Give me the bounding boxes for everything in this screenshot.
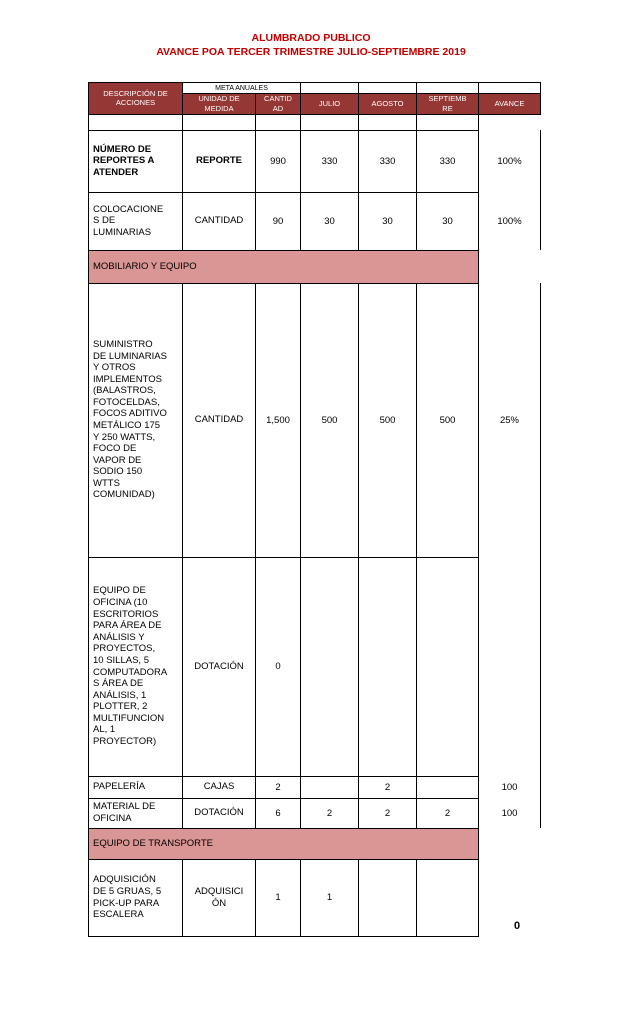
col-header-cantidad: CANTIDAD xyxy=(256,94,301,115)
julio-cell: 500 xyxy=(301,283,359,557)
septiembre-cell xyxy=(417,776,479,798)
unidad-cell: ADQUISICIÓN xyxy=(183,859,256,936)
avance-cell xyxy=(479,557,541,776)
unidad-cell: DOTACIÓN xyxy=(183,798,256,828)
cantidad-cell: 990 xyxy=(256,130,301,192)
avance-cell xyxy=(479,859,541,936)
septiembre-cell: 2 xyxy=(417,798,479,828)
julio-cell: 30 xyxy=(301,192,359,250)
cantidad-cell: 1,500 xyxy=(256,283,301,557)
title-line-1: ALUMBRADO PUBLICO xyxy=(251,32,371,44)
table-row xyxy=(89,859,541,936)
agosto-cell xyxy=(359,859,417,936)
agosto-cell: 330 xyxy=(359,130,417,192)
julio-cell: 330 xyxy=(301,130,359,192)
unidad-cell: REPORTE xyxy=(183,130,256,192)
septiembre-cell xyxy=(417,859,479,936)
section-label: MOBILIARIO Y EQUIPO xyxy=(89,250,479,283)
avance-cell: 100% xyxy=(479,192,541,250)
header-filler-cell xyxy=(417,83,479,94)
section-label: EQUIPO DE TRANSPORTE xyxy=(89,828,479,859)
cantidad-cell: 90 xyxy=(256,192,301,250)
septiembre-cell xyxy=(417,557,479,776)
poa-table xyxy=(88,82,541,937)
agosto-cell: 30 xyxy=(359,192,417,250)
cantidad-cell: 1 xyxy=(256,859,301,936)
document-titles xyxy=(0,31,622,59)
cantidad-cell: 0 xyxy=(256,557,301,776)
septiembre-cell: 330 xyxy=(417,130,479,192)
spacer-cell-avance xyxy=(479,114,541,130)
cantidad-cell: 2 xyxy=(256,776,301,798)
section-row-mobiliario xyxy=(89,250,541,283)
title-line-2: AVANCE POA TERCER TRIMESTRE JULIO-SEPTIEMBRE 2019 xyxy=(156,46,466,58)
agosto-cell: 500 xyxy=(359,283,417,557)
header-filler-cell xyxy=(479,83,541,94)
page-number: 0 xyxy=(514,920,521,932)
avance-cell: 25% xyxy=(479,283,541,557)
col-header-septiembre: SEPTIEMBRE xyxy=(417,94,479,115)
col-header-agosto: AGOSTO xyxy=(359,94,417,115)
avance-cell-empty xyxy=(479,828,541,859)
julio-cell xyxy=(301,776,359,798)
table-row xyxy=(89,130,541,192)
septiembre-cell: 500 xyxy=(417,283,479,557)
description-cell: COLOCACIONES DE LUMINARIAS xyxy=(89,192,183,250)
cantidad-cell: 6 xyxy=(256,798,301,828)
col-header-descripcion: DESCRIPCIÓN DE ACCIONES xyxy=(89,83,183,115)
table-row xyxy=(89,776,541,798)
section-row-transporte xyxy=(89,828,541,859)
table-row xyxy=(89,192,541,250)
header-filler-cell xyxy=(359,83,417,94)
julio-cell: 1 xyxy=(301,859,359,936)
table-row xyxy=(89,557,541,776)
spacer-cell xyxy=(256,114,301,130)
agosto-cell: 2 xyxy=(359,776,417,798)
description-cell: MATERIAL DE OFICINA xyxy=(89,798,183,828)
description-cell: NÚMERO DE REPORTES A ATENDER xyxy=(89,130,183,192)
avance-cell: 100% xyxy=(479,130,541,192)
unidad-cell: CAJAS xyxy=(183,776,256,798)
julio-cell: 2 xyxy=(301,798,359,828)
description-cell: PAPELERÍA xyxy=(89,776,183,798)
avance-cell: 100 xyxy=(479,798,541,828)
description-cell: ADQUISICIÓN DE 5 GRUAS, 5 PICK-UP PARA ESCALERA xyxy=(89,859,183,936)
header-row-1 xyxy=(89,83,541,94)
table-row xyxy=(89,798,541,828)
col-header-meta-anuales: META ANUALES xyxy=(183,83,301,94)
table-row xyxy=(89,283,541,557)
spacer-cell xyxy=(301,114,359,130)
col-header-avance: AVANCE xyxy=(479,94,541,115)
agosto-cell: 2 xyxy=(359,798,417,828)
unidad-cell: CANTIDAD xyxy=(183,283,256,557)
spacer-row xyxy=(89,114,541,130)
description-cell: SUMINISTRO DE LUMINARIAS Y OTROS IMPLEMENTOS (BALASTROS, FOTOCELDAS, FOCOS ADITIVO METÁLICO 175 Y 250 WATTS, FOCO DE VAPOR DE SODIO 150 WTTS COMUNIDAD) xyxy=(89,283,183,557)
spacer-cell xyxy=(359,114,417,130)
spacer-cell xyxy=(183,114,256,130)
agosto-cell xyxy=(359,557,417,776)
unidad-cell: DOTACIÓN xyxy=(183,557,256,776)
col-header-unidad: UNIDAD DE MEDIDA xyxy=(183,94,256,115)
septiembre-cell: 30 xyxy=(417,192,479,250)
spacer-cell xyxy=(89,114,183,130)
unidad-cell: CANTIDAD xyxy=(183,192,256,250)
julio-cell xyxy=(301,557,359,776)
header-filler-cell xyxy=(301,83,359,94)
avance-cell: 100 xyxy=(479,776,541,798)
avance-cell-empty xyxy=(479,250,541,283)
col-header-julio: JULIO xyxy=(301,94,359,115)
description-cell: EQUIPO DE OFICINA (10 ESCRITORIOS PARA ÁREA DE ANÁLISIS Y PROYECTOS, 10 SILLAS, 5 COMPUTADORAS ÁREA DE ANÁLISIS, 1 PLOTTER, 2 MULTIFUNCIONAL, 1 PROYECTOR) xyxy=(89,557,183,776)
spacer-cell xyxy=(417,114,479,130)
